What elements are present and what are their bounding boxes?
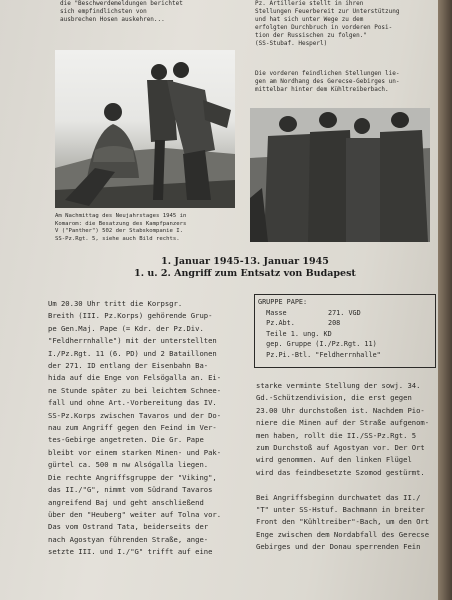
photo-caption bbox=[55, 213, 235, 243]
side-caption bbox=[255, 70, 425, 94]
text-line: tion der Russischen zu folgen." bbox=[255, 32, 367, 39]
text-line: Komarom: die Besatzung des Kampfpanzers bbox=[55, 220, 187, 227]
book-spine bbox=[438, 0, 452, 600]
heading-title: 1. u. 2. Angriff zum Entsatz von Budapest bbox=[134, 268, 356, 279]
box-row bbox=[258, 297, 435, 308]
box-key: Pz.Abt. bbox=[258, 319, 295, 327]
text-line: Am Nachmittag des Neujahrstages 1945 in bbox=[55, 213, 187, 219]
box-row bbox=[258, 350, 435, 361]
photo-tank-crew bbox=[55, 50, 235, 208]
text-line: gen am Nordhang des Gerecse-Gebirges un- bbox=[255, 78, 400, 85]
section-heading bbox=[120, 256, 370, 280]
text-line: die "Beschwerdemeldungen berichtet bbox=[60, 0, 183, 7]
text-line: V ("Panther") 502 der Stabskompanie I. bbox=[55, 228, 183, 234]
text-line: Stellungen Feuerbereit zur Unterstützung bbox=[255, 8, 400, 15]
box-key: Pz.Pi.-Btl. "Feldherrnhalle" bbox=[258, 350, 381, 359]
text-line: erfolgten Durchbruch in vorderen Posi- bbox=[255, 24, 393, 31]
text-line: Pz. Artillerie stellt in ihren bbox=[255, 0, 364, 7]
top-right-text bbox=[255, 0, 425, 48]
text-line: sich empfindlichsten von bbox=[60, 8, 147, 15]
box-value: 271. VGD bbox=[328, 308, 361, 317]
box-key: gep. Gruppe (I./Pz.Rgt. 11) bbox=[258, 340, 377, 348]
text-line: mittelbar hinter dem Kühltreiberbach. bbox=[255, 86, 389, 93]
box-row bbox=[258, 318, 435, 329]
box-row bbox=[258, 329, 435, 340]
box-key: Masse bbox=[258, 308, 287, 317]
photo-soldier-group-image bbox=[250, 108, 430, 242]
box-value: 208 bbox=[328, 319, 341, 327]
box-row bbox=[258, 308, 435, 319]
text-line: Die vorderen feindlichen Stellungen lie- bbox=[255, 70, 400, 77]
text-line: und hat sich unter Wege zu dem bbox=[255, 16, 364, 23]
gruppe-pape-box bbox=[254, 294, 436, 368]
box-key: GRUPPE PAPE: bbox=[258, 298, 308, 306]
text-line: ausbrechen Hosen auskehren... bbox=[60, 16, 165, 23]
photo-tank-crew-image bbox=[55, 50, 235, 208]
body-text-right: starke verminte Stellung der sowj. 34. Gd.-Schützendivision, die erst gegen 23.00 Uhr durchstoßen ist. Nachdem Pio- niere die Minen auf der Straße aufgenom- men haben, rollt die II./SS-Pz.Rgt. 5 zum Durchstoß auf Agostyan vor. Der Ort wird genommen. Auf den linken Flügel wird das feindbesetzte Szomod gestürmt. Bei Angriffsbeginn durchwatet das II./ "T" unter SS-Hstuf. Bachmann in breiter Front den "Kühltreiber"-Bach, um den Ort Enge zwischen dem Nordabfall des Gerecse Gebirges und der Donau sperrenden Fein bbox=[256, 381, 430, 552]
top-left-text bbox=[60, 0, 235, 24]
text-line: (SS-Stubaf. Hesperl) bbox=[255, 40, 328, 47]
box-row bbox=[258, 339, 435, 350]
photo-soldier-group bbox=[250, 108, 430, 242]
box-key: Teile 1. ung. KD bbox=[258, 329, 332, 338]
heading-date-range: 1. Januar 1945-13. Januar 1945 bbox=[161, 256, 329, 267]
body-text-left: Um 20.30 Uhr tritt die Korpsgr. Breith (III. Pz.Korps) gehörende Grup- pe Gen.Maj. Pape (= Kdr. der Pz.Div. "Feldherrnhalle") mit der unterstellten I./Pz.Rgt. 11 (6. PD) und 2 Bataillonen der 271. ID entlang der Eisenbahn Ba- hida auf die Enge von Felsögalla an. Ei- ne Stunde später zu bei leichtem Schnee- fall und ohne Art.-Vorbereitung das IV. SS-Pz.Korps zwischen Tavaros und der Do- nau zum Angriff gegen den Feind im Ver- tes-Gebirge angetreten. Die Gr. Pape bleibt vor einem starken Minen- und Pak- gürtel ca. 500 m nw Alsógalla liegen. Die rechte Angriffsgruppe der "Viking", das II./"G", nimmt vom Südrand Tavaros angreifend Baj und geht anschließend über den "Heuberg" weiter auf Tolna vor. Das vom Ostrand Tata, beiderseits der nach Agostyan führenden Straße, ange- setzte III. und I./"G" trifft auf eine bbox=[48, 299, 222, 557]
text-line: SS-Pz.Rgt. 5, siehe auch Bild rechts. bbox=[55, 235, 180, 242]
